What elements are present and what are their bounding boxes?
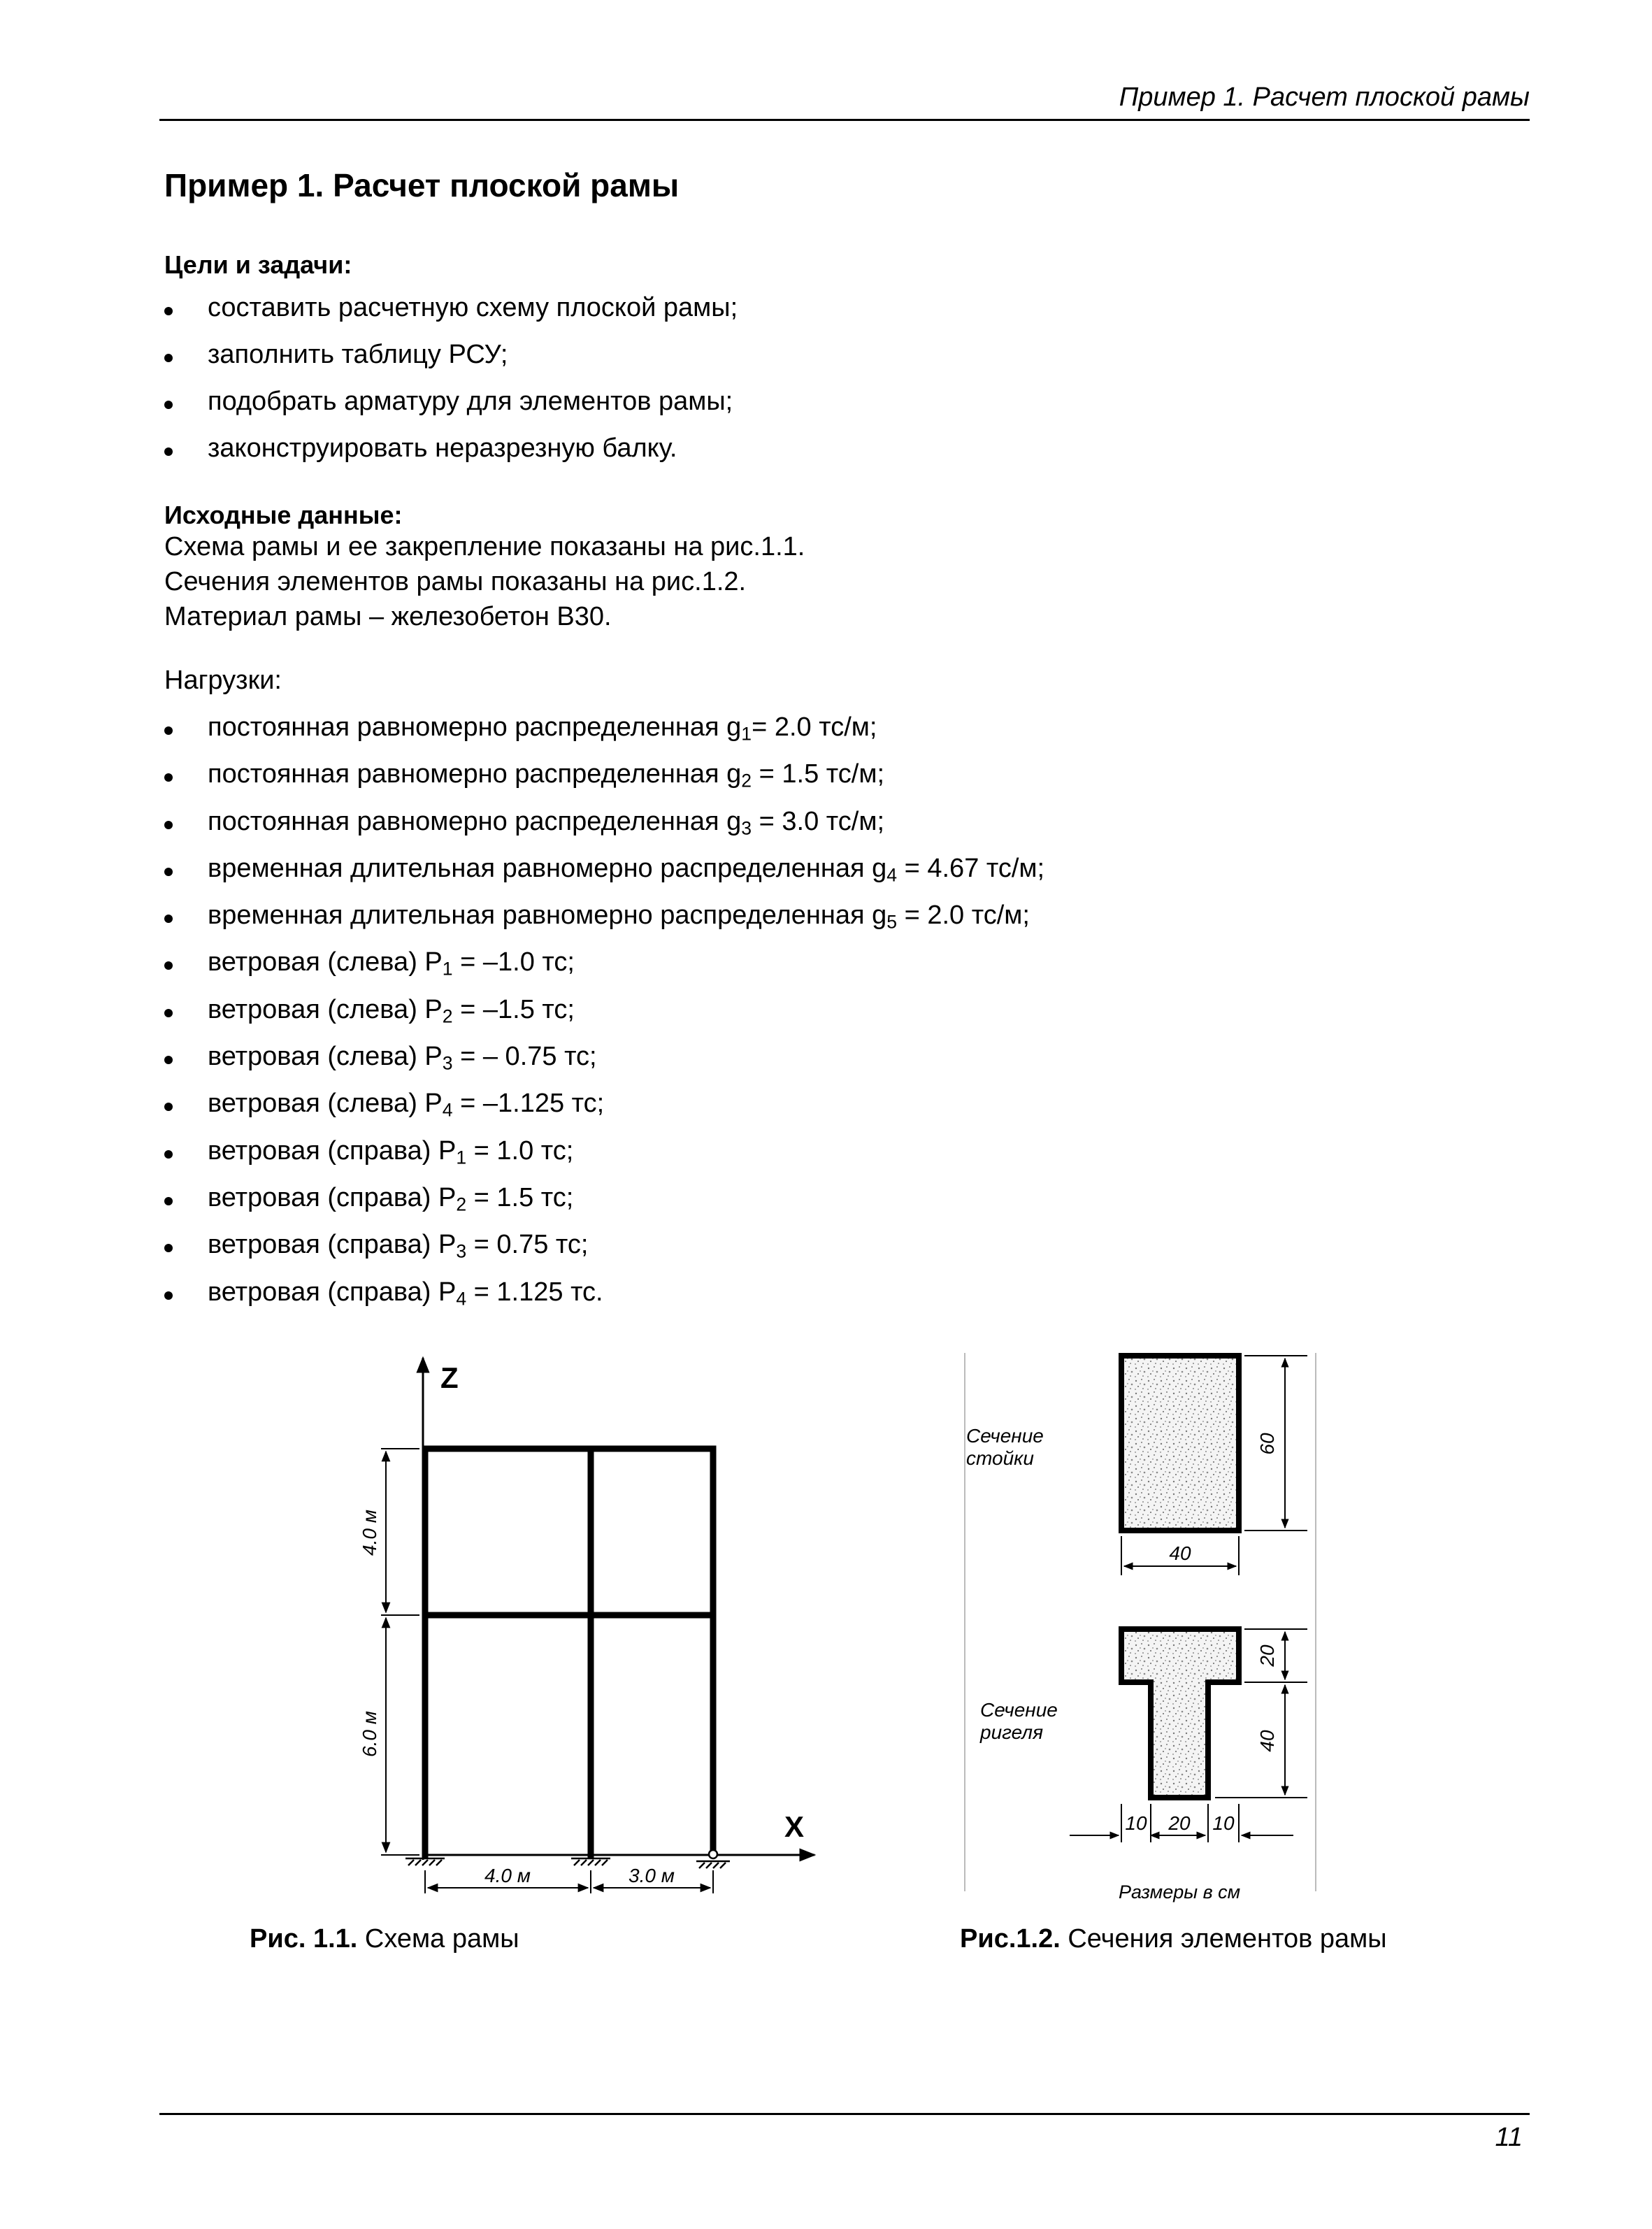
frame-members [425, 1449, 713, 1855]
dim-left-span: 4.0 м [484, 1865, 531, 1886]
bullet-icon [164, 1103, 173, 1111]
list-item: постоянная равномерно распределенная $g_2 = 1.5$ тс/м; [164, 757, 1044, 803]
column-height: 60 [1256, 1433, 1278, 1455]
list-item: ветровая (слева) $P_4 = -1.125$ тс; [164, 1086, 1044, 1133]
fixed-support-middle [571, 1858, 610, 1865]
units-note: Размеры в см [1119, 1882, 1241, 1902]
bullet-icon [164, 773, 173, 782]
loads-list [164, 710, 1044, 1321]
bullet-icon [164, 401, 173, 409]
bullet-icon [164, 1244, 173, 1252]
bullet-icon [164, 1197, 173, 1205]
bullet-icon [164, 821, 173, 829]
list-item: постоянная равномерно распределенная $g_1= 2.0$ тс/м; [164, 710, 1044, 757]
footer-rule [159, 2113, 1530, 2115]
list-item: ветровая (справа) $P_2 = 1.5$ тс; [164, 1180, 1044, 1227]
column-width: 40 [1169, 1542, 1191, 1564]
bullet-icon [164, 1056, 173, 1064]
overhang-left: 10 [1125, 1812, 1147, 1834]
list-item: подобрать арматуру для элементов рамы; [164, 384, 738, 431]
web-width: 20 [1168, 1812, 1191, 1834]
initial-data-line: Материал рамы – железобетон B30. [164, 602, 612, 631]
fixed-support-left [405, 1858, 445, 1865]
bullet-icon [164, 1291, 173, 1300]
bullet-icon [164, 307, 173, 315]
list-item: ветровая (слева) $P_2 = -1.5$ тс; [164, 992, 1044, 1039]
dim-right-span: 3.0 м [629, 1865, 675, 1886]
beam-label: Сечение ригеля [980, 1699, 1058, 1743]
bullet-icon [164, 1150, 173, 1159]
initial-data-line: Сечения элементов рамы показаны на рис.1.2. [164, 567, 747, 596]
list-item: временная длительная равномерно распределенная $g_5 = 2.0$ тс/м; [164, 898, 1044, 945]
initial-data-heading: Исходные данные: [164, 501, 403, 529]
overhang-right: 10 [1212, 1812, 1235, 1834]
column-section [1121, 1356, 1239, 1531]
sections-figure [958, 1353, 1349, 1923]
dim-lower-story: 6.0 м [359, 1711, 380, 1757]
goals-list [164, 290, 738, 478]
bullet-icon [164, 961, 173, 970]
bullet-icon [164, 868, 173, 876]
initial-data-line: Схема рамы и ее закрепление показаны на рис.1.1. [164, 532, 805, 561]
list-item: постоянная равномерно распределенная $g_3 = 3.0$ тс/м; [164, 804, 1044, 851]
bullet-icon [164, 726, 173, 735]
frame-scheme-figure [350, 1342, 853, 1923]
page-number: 11 [1495, 2123, 1523, 2152]
running-header: Пример 1. Расчет плоской рамы [1119, 83, 1530, 112]
column-label: Сечение стойки [966, 1425, 1044, 1469]
bullet-icon [164, 354, 173, 362]
flange-height: 20 [1256, 1644, 1278, 1667]
list-item: ветровая (справа) $P_1 = 1.0$ тс; [164, 1133, 1044, 1180]
list-item: ветровая (справа) $P_3 = 0.75$ тс; [164, 1227, 1044, 1274]
list-item: заполнить таблицу РСУ; [164, 337, 738, 384]
web-height: 40 [1256, 1730, 1278, 1752]
pinned-support-right [696, 1850, 730, 1868]
bullet-icon [164, 1009, 173, 1017]
bullet-icon [164, 447, 173, 456]
list-item: составить расчетную схему плоской рамы; [164, 290, 738, 337]
list-item: ветровая (слева) $P_3$ = – 0.75 тс; [164, 1039, 1044, 1086]
figure2-caption: Рис.1.2. Сечения элементов рамы [960, 1924, 1387, 1954]
figure1-caption: Рис. 1.1. Схема рамы [250, 1924, 519, 1954]
beam-section [1121, 1629, 1239, 1798]
page-title: Пример 1. Расчет плоской рамы [164, 167, 680, 203]
x-axis-label: X [784, 1810, 805, 1843]
z-axis-label: Z [440, 1361, 459, 1394]
list-item: временная длительная равномерно распределенная $g_4 = 4.67$ тс/м; [164, 851, 1044, 898]
vertical-dimensions [381, 1449, 419, 1855]
bullet-icon [164, 915, 173, 923]
loads-heading: Нагрузки: [164, 666, 282, 695]
dim-upper-story: 4.0 м [359, 1510, 380, 1556]
header-rule [159, 119, 1530, 121]
list-item: ветровая (справа) $P_4 = 1.125$ тс. [164, 1275, 1044, 1321]
list-item: законструировать неразрезную балку. [164, 431, 738, 478]
list-item: ветровая (слева) $P_1 = -1.0$ тс; [164, 945, 1044, 991]
goals-heading: Цели и задачи: [164, 250, 352, 279]
